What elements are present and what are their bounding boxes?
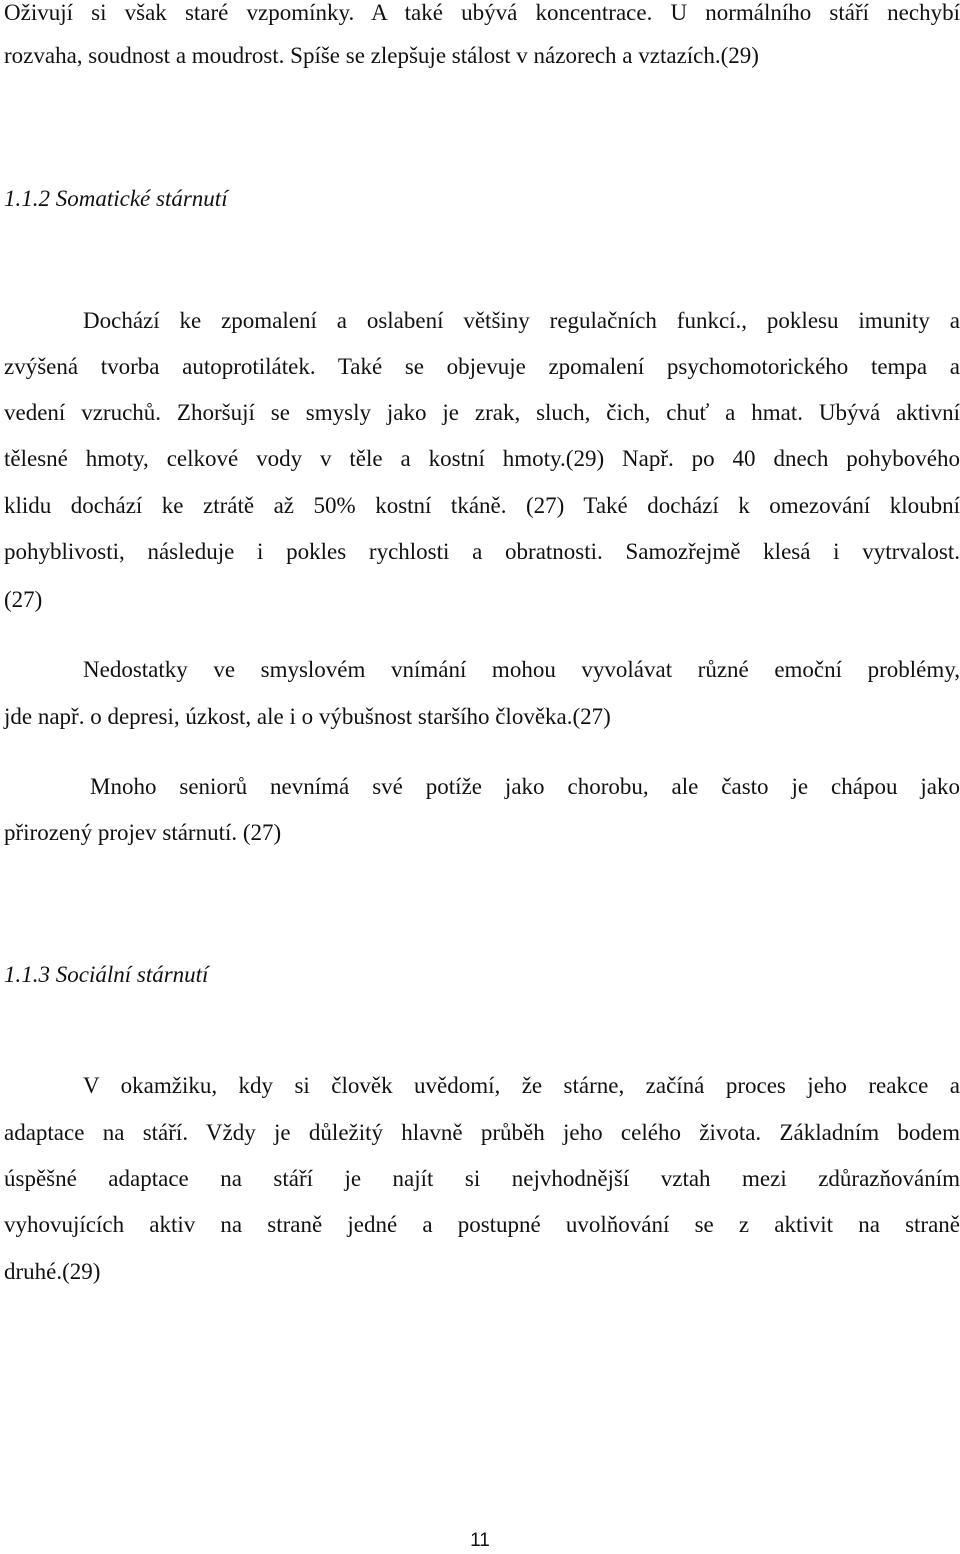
body-text-line: vyhovujících aktiv na straně jedné a postupné uvolňování se z aktivit na straně bbox=[4, 1212, 960, 1237]
section-heading-somatic-aging: 1.1.2 Somatické stárnutí bbox=[4, 186, 228, 211]
body-text-line: jde např. o depresi, úzkost, ale i o výbušnost staršího člověka.(27) bbox=[4, 704, 611, 729]
body-text-line: úspěšné adaptace na stáří je najít si nejvhodnější vztah mezi zdůrazňováním bbox=[4, 1166, 960, 1191]
body-text-line: Dochází ke zpomalení a oslabení většiny regulačních funkcí., poklesu imunity a bbox=[83, 308, 960, 333]
body-text-line: zvýšená tvorba autoprotilátek. Také se objevuje zpomalení psychomotorického tempa a bbox=[4, 354, 960, 379]
body-text-line: rozvaha, soudnost a moudrost. Spíše se zlepšuje stálost v názorech a vztazích.(29) bbox=[4, 43, 759, 68]
body-text-line: Mnoho seniorů nevnímá své potíže jako chorobu, ale často je chápou jako bbox=[90, 774, 960, 799]
body-text-line: adaptace na stáří. Vždy je důležitý hlavně průběh jeho celého života. Základním bodem bbox=[4, 1120, 960, 1145]
body-text-line: (27) bbox=[4, 587, 43, 612]
body-text-line: pohyblivosti, následuje i pokles rychlosti a obratnosti. Samozřejmě klesá i vytrvalost. bbox=[4, 539, 960, 564]
body-text-line: Nedostatky ve smyslovém vnímání mohou vyvolávat různé emoční problémy, bbox=[83, 657, 960, 682]
body-text-line: druhé.(29) bbox=[4, 1259, 101, 1284]
body-text-line: V okamžiku, kdy si člověk uvědomí, že stárne, začíná proces jeho reakce a bbox=[83, 1073, 960, 1098]
body-text-line: přirozený projev stárnutí. (27) bbox=[4, 820, 282, 845]
section-heading-social-aging: 1.1.3 Sociální stárnutí bbox=[4, 962, 209, 987]
body-text-line: vedení vzruchů. Zhoršují se smysly jako je zrak, sluch, čich, chuť a hmat. Ubývá aktivní bbox=[4, 400, 960, 425]
body-text-line: tělesné hmoty, celkové vody v těle a kostní hmoty.(29) Např. po 40 dnech pohybového bbox=[4, 446, 960, 471]
body-text-line: klidu dochází ke ztrátě až 50% kostní tkáně. (27) Také dochází k omezování kloubní bbox=[4, 493, 960, 518]
page-number: 11 bbox=[470, 1530, 490, 1551]
body-text-line: Oživují si však staré vzpomínky. A také ubývá koncentrace. U normálního stáří nechybí bbox=[4, 0, 960, 25]
